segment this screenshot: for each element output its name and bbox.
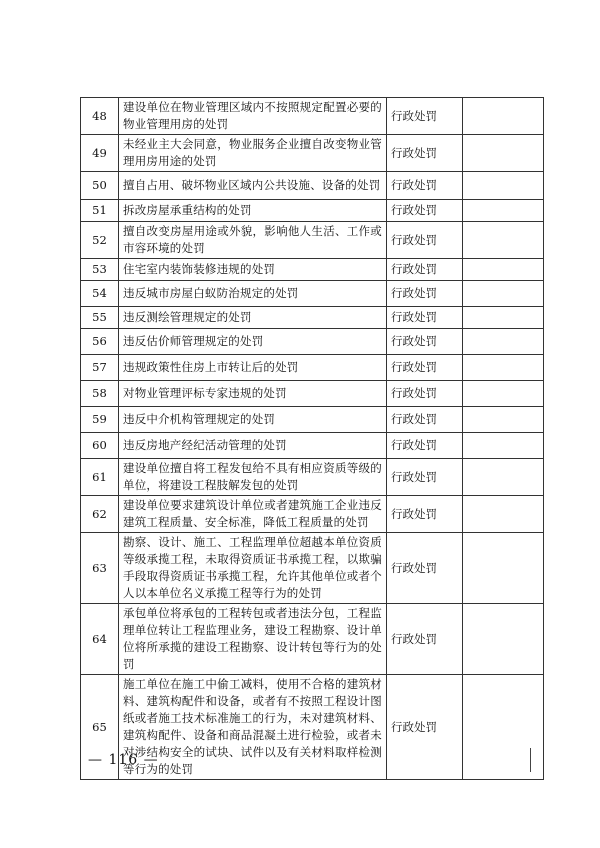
row-description: 违反估价师管理规定的处罚 (119, 329, 387, 355)
row-category: 行政处罚 (387, 496, 463, 533)
row-description: 违反房地产经纪活动管理的处罚 (119, 433, 387, 459)
row-number: 55 (81, 307, 119, 329)
row-empty-cell (463, 329, 544, 355)
row-number: 58 (81, 381, 119, 407)
row-empty-cell (463, 407, 544, 433)
row-description: 擅自占用、破坏物业区域内公共设施、设备的处罚 (119, 172, 387, 200)
table-row (81, 98, 544, 135)
row-empty-cell (463, 222, 544, 259)
table-row (81, 222, 544, 259)
table-row (81, 281, 544, 307)
table-row (81, 259, 544, 281)
row-description: 违反城市房屋白蚁防治规定的处罚 (119, 281, 387, 307)
row-description: 建设单位在物业管理区域内不按照规定配置必要的物业管理用房的处罚 (119, 98, 387, 135)
row-number: 51 (81, 200, 119, 222)
row-empty-cell (463, 433, 544, 459)
row-empty-cell (463, 172, 544, 200)
row-empty-cell (463, 281, 544, 307)
row-description: 承包单位将承包的工程转包或者违法分包，工程监理单位转让工程监理业务，建设工程勘察、设计单位将所承揽的建设工程勘察、设计转包等行为的处罚 (119, 604, 387, 675)
table-row (81, 433, 544, 459)
row-category: 行政处罚 (387, 172, 463, 200)
row-empty-cell (463, 98, 544, 135)
row-category: 行政处罚 (387, 98, 463, 135)
row-description: 违反中介机构管理规定的处罚 (119, 407, 387, 433)
row-description: 违反测绘管理规定的处罚 (119, 307, 387, 329)
row-description: 违规政策性住房上市转让后的处罚 (119, 355, 387, 381)
row-category: 行政处罚 (387, 355, 463, 381)
row-category: 行政处罚 (387, 459, 463, 496)
row-category: 行政处罚 (387, 533, 463, 604)
table-row (81, 496, 544, 533)
row-number: 57 (81, 355, 119, 381)
table-row (81, 355, 544, 381)
row-description: 拆改房屋承重结构的处罚 (119, 200, 387, 222)
row-empty-cell (463, 307, 544, 329)
row-category: 行政处罚 (387, 259, 463, 281)
table-row (81, 407, 544, 433)
row-number: 65 (81, 675, 119, 780)
row-number: 52 (81, 222, 119, 259)
row-description: 对物业管理评标专家违规的处罚 (119, 381, 387, 407)
row-empty-cell (463, 355, 544, 381)
row-number: 64 (81, 604, 119, 675)
row-category: 行政处罚 (387, 281, 463, 307)
row-empty-cell (463, 496, 544, 533)
table-row (81, 459, 544, 496)
row-empty-cell (463, 381, 544, 407)
row-number: 48 (81, 98, 119, 135)
row-empty-cell (463, 200, 544, 222)
row-description: 住宅室内装饰装修违规的处罚 (119, 259, 387, 281)
row-category: 行政处罚 (387, 381, 463, 407)
row-number: 60 (81, 433, 119, 459)
penalty-items-table (80, 97, 544, 780)
row-category: 行政处罚 (387, 407, 463, 433)
table-row (81, 135, 544, 172)
row-empty-cell (463, 533, 544, 604)
row-category: 行政处罚 (387, 604, 463, 675)
row-category: 行政处罚 (387, 433, 463, 459)
table-row (81, 533, 544, 604)
table-row (81, 604, 544, 675)
table-row (81, 329, 544, 355)
row-description: 建设单位擅自将工程发包给不具有相应资质等级的单位，将建设工程肢解发包的处罚 (119, 459, 387, 496)
table-body (81, 98, 544, 780)
row-category: 行政处罚 (387, 675, 463, 780)
row-number: 59 (81, 407, 119, 433)
margin-mark (530, 748, 531, 772)
row-description: 建设单位要求建筑设计单位或者建筑施工企业违反建筑工程质量、安全标准，降低工程质量的处罚 (119, 496, 387, 533)
row-empty-cell (463, 259, 544, 281)
row-number: 50 (81, 172, 119, 200)
row-number: 62 (81, 496, 119, 533)
table-row (81, 200, 544, 222)
row-description: 施工单位在施工中偷工减料，使用不合格的建筑材料、建筑构配件和设备，或者有不按照工程设计图纸或者施工技术标准施工的行为，未对建筑材料、建筑构配件、设备和商品混凝土进行检验，或者未对涉结构安全的试块、试件以及有关材料取样检测等行为的处罚 (119, 675, 387, 780)
row-category: 行政处罚 (387, 307, 463, 329)
row-description: 擅自改变房屋用途或外貌，影响他人生活、工作或市容环境的处罚 (119, 222, 387, 259)
row-empty-cell (463, 675, 544, 780)
row-number: 54 (81, 281, 119, 307)
page-number: — 116 — (88, 752, 159, 768)
row-category: 行政处罚 (387, 200, 463, 222)
row-category: 行政处罚 (387, 329, 463, 355)
row-empty-cell (463, 604, 544, 675)
row-number: 49 (81, 135, 119, 172)
row-empty-cell (463, 135, 544, 172)
row-number: 63 (81, 533, 119, 604)
row-description: 未经业主大会同意，物业服务企业擅自改变物业管理用房用途的处罚 (119, 135, 387, 172)
row-number: 61 (81, 459, 119, 496)
row-category: 行政处罚 (387, 135, 463, 172)
row-number: 53 (81, 259, 119, 281)
row-number: 56 (81, 329, 119, 355)
table-row (81, 381, 544, 407)
table-row (81, 172, 544, 200)
row-empty-cell (463, 459, 544, 496)
row-description: 勘察、设计、施工、工程监理单位超越本单位资质等级承揽工程，未取得资质证书承揽工程，以欺骗手段取得资质证书承揽工程，允许其他单位或者个人以本单位名义承揽工程等行为的处罚 (119, 533, 387, 604)
table-row (81, 307, 544, 329)
row-category: 行政处罚 (387, 222, 463, 259)
